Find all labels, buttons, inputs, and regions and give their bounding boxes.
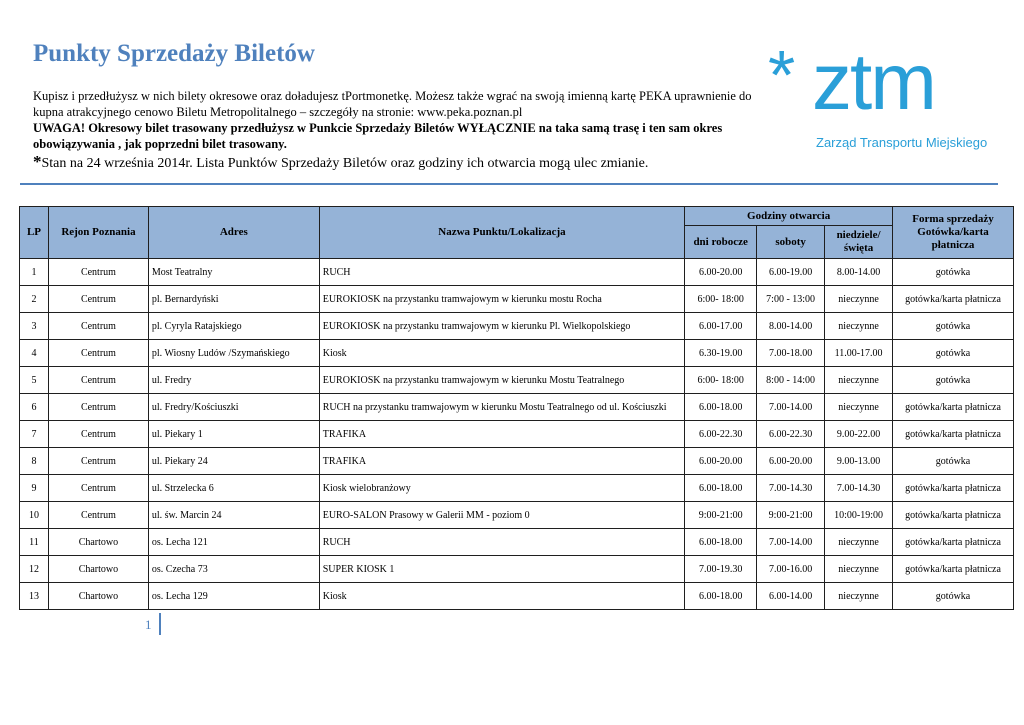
cell-niedziele: nieczynne — [825, 529, 893, 556]
cell-forma: gotówka/karta płatnicza — [893, 286, 1014, 313]
cell-niedziele: nieczynne — [825, 367, 893, 394]
header-godziny: Godziny otwarcia — [685, 207, 893, 226]
table-row — [20, 340, 1014, 367]
cell-adres: pl. Bernardyński — [148, 286, 319, 313]
cell-forma: gotówka — [893, 448, 1014, 475]
cell-nazwa: RUCH — [319, 259, 685, 286]
cell-soboty: 7.00-14.00 — [757, 529, 825, 556]
cell-rejon: Centrum — [48, 421, 148, 448]
header-divider — [20, 183, 998, 185]
cell-dni: 6.00-18.00 — [685, 475, 757, 502]
table-row — [20, 394, 1014, 421]
cell-lp: 9 — [20, 475, 49, 502]
ztm-logo — [768, 36, 998, 155]
cell-nazwa: RUCH — [319, 529, 685, 556]
cell-nazwa: Kiosk wielobranżowy — [319, 475, 685, 502]
header-nazwa: Nazwa Punktu/Lokalizacja — [319, 207, 685, 259]
cell-soboty: 6.00-14.00 — [757, 583, 825, 610]
cell-soboty: 9:00-21:00 — [757, 502, 825, 529]
cell-soboty: 6.00-22.30 — [757, 421, 825, 448]
cell-nazwa: TRAFIKA — [319, 448, 685, 475]
cell-lp: 10 — [20, 502, 49, 529]
intro-paragraph: Kupisz i przedłużysz w nich bilety okresowe oraz doładujesz tPortmonetkę. Możesz także wgrać na swoją imienną kartę PEKA uprawnienie do kupna atrakcyjnego cenowo Biletu Metropolitalnego – szczegóły na stronie: www.peka.poznan.pl — [33, 89, 752, 119]
cell-rejon: Centrum — [48, 340, 148, 367]
cell-forma: gotówka/karta płatnicza — [893, 502, 1014, 529]
cell-forma: gotówka/karta płatnicza — [893, 421, 1014, 448]
table-row — [20, 313, 1014, 340]
cell-adres: ul. Piekary 24 — [148, 448, 319, 475]
cell-rejon: Centrum — [48, 313, 148, 340]
table-row — [20, 259, 1014, 286]
header-forma: Forma sprzedaży Gotówka/karta płatnicza — [893, 207, 1014, 259]
cell-dni: 6.00-17.00 — [685, 313, 757, 340]
cell-nazwa: TRAFIKA — [319, 421, 685, 448]
table-row — [20, 475, 1014, 502]
cell-nazwa: EUROKIOSK na przystanku tramwajowym w kierunku mostu Rocha — [319, 286, 685, 313]
cell-niedziele: nieczynne — [825, 583, 893, 610]
page-number-bar — [159, 613, 161, 635]
table-row — [20, 421, 1014, 448]
header-lp: LP — [20, 207, 49, 259]
cell-adres: ul. Fredry/Kościuszki — [148, 394, 319, 421]
cell-adres: ul. Piekary 1 — [148, 421, 319, 448]
logo-asterisk: * — [768, 36, 796, 114]
intro-text — [33, 88, 763, 173]
cell-lp: 1 — [20, 259, 49, 286]
cell-niedziele: nieczynne — [825, 286, 893, 313]
cell-lp: 5 — [20, 367, 49, 394]
cell-adres: ul. Fredry — [148, 367, 319, 394]
cell-niedziele: nieczynne — [825, 556, 893, 583]
cell-rejon: Centrum — [48, 448, 148, 475]
cell-dni: 6.00-20.00 — [685, 259, 757, 286]
cell-soboty: 6.00-19.00 — [757, 259, 825, 286]
cell-lp: 7 — [20, 421, 49, 448]
cell-dni: 6.00-18.00 — [685, 529, 757, 556]
cell-soboty: 7:00 - 13:00 — [757, 286, 825, 313]
page-number: 1 — [145, 617, 152, 632]
cell-niedziele: nieczynne — [825, 394, 893, 421]
cell-dni: 6:00- 18:00 — [685, 286, 757, 313]
cell-niedziele: 8.00-14.00 — [825, 259, 893, 286]
cell-soboty: 6.00-20.00 — [757, 448, 825, 475]
cell-niedziele: nieczynne — [825, 313, 893, 340]
logo-wordmark: ztm — [812, 37, 935, 126]
status-note — [33, 153, 763, 173]
warning-text: UWAGA! Okresowy bilet trasowany przedłużysz w Punkcie Sprzedaży Biletów WYŁĄCZNIE na taka samą trasę i ten sam okres obowiązywania , jak poprzedni bilet trasowany. — [33, 121, 723, 151]
cell-dni: 7.00-19.30 — [685, 556, 757, 583]
cell-soboty: 8.00-14.00 — [757, 313, 825, 340]
header-niedziele: niedziele/ święta — [825, 226, 893, 259]
cell-nazwa: Kiosk — [319, 583, 685, 610]
cell-nazwa: EURO-SALON Prasowy w Galerii MM - poziom 0 — [319, 502, 685, 529]
cell-nazwa: SUPER KIOSK 1 — [319, 556, 685, 583]
cell-adres: pl. Wiosny Ludów /Szymańskiego — [148, 340, 319, 367]
cell-lp: 8 — [20, 448, 49, 475]
cell-soboty: 7.00-14.00 — [757, 394, 825, 421]
cell-dni: 6.30-19.00 — [685, 340, 757, 367]
header-adres: Adres — [148, 207, 319, 259]
cell-dni: 6.00-18.00 — [685, 394, 757, 421]
cell-nazwa: EUROKIOSK na przystanku tramwajowym w kierunku Mostu Teatralnego — [319, 367, 685, 394]
cell-rejon: Centrum — [48, 394, 148, 421]
cell-forma: gotówka — [893, 259, 1014, 286]
table-row — [20, 502, 1014, 529]
cell-dni: 9:00-21:00 — [685, 502, 757, 529]
page-title: Punkty Sprzedaży Biletów — [33, 40, 315, 67]
cell-forma: gotówka — [893, 583, 1014, 610]
cell-rejon: Chartowo — [48, 583, 148, 610]
cell-forma: gotówka — [893, 340, 1014, 367]
table-row — [20, 448, 1014, 475]
cell-adres: os. Czecha 73 — [148, 556, 319, 583]
cell-adres: os. Lecha 121 — [148, 529, 319, 556]
logo-subtitle: Zarząd Transportu Miejskiego — [816, 135, 988, 150]
note-asterisk: * — [33, 152, 42, 171]
cell-niedziele: 7.00-14.30 — [825, 475, 893, 502]
cell-adres: pl. Cyryla Ratajskiego — [148, 313, 319, 340]
cell-rejon: Chartowo — [48, 529, 148, 556]
cell-rejon: Chartowo — [48, 556, 148, 583]
table-row — [20, 367, 1014, 394]
cell-forma: gotówka/karta płatnicza — [893, 529, 1014, 556]
table-row — [20, 556, 1014, 583]
cell-rejon: Centrum — [48, 502, 148, 529]
header-soboty: soboty — [757, 226, 825, 259]
cell-forma: gotówka/karta płatnicza — [893, 556, 1014, 583]
header-rejon: Rejon Poznania — [48, 207, 148, 259]
cell-niedziele: 9.00-13.00 — [825, 448, 893, 475]
cell-dni: 6.00-20.00 — [685, 448, 757, 475]
cell-adres: Most Teatralny — [148, 259, 319, 286]
cell-niedziele: 9.00-22.00 — [825, 421, 893, 448]
cell-forma: gotówka — [893, 313, 1014, 340]
sales-points-table — [19, 206, 1014, 610]
cell-lp: 13 — [20, 583, 49, 610]
header-dni: dni robocze — [685, 226, 757, 259]
cell-niedziele: 11.00-17.00 — [825, 340, 893, 367]
cell-adres: ul. św. Marcin 24 — [148, 502, 319, 529]
cell-forma: gotówka/karta płatnicza — [893, 475, 1014, 502]
cell-lp: 4 — [20, 340, 49, 367]
cell-dni: 6.00-18.00 — [685, 583, 757, 610]
cell-forma: gotówka/karta płatnicza — [893, 394, 1014, 421]
cell-lp: 12 — [20, 556, 49, 583]
cell-rejon: Centrum — [48, 367, 148, 394]
cell-lp: 11 — [20, 529, 49, 556]
cell-rejon: Centrum — [48, 286, 148, 313]
cell-lp: 3 — [20, 313, 49, 340]
cell-soboty: 7.00-14.30 — [757, 475, 825, 502]
cell-adres: os. Lecha 129 — [148, 583, 319, 610]
note-text: Stan na 24 września 2014r. Lista Punktów Sprzedaży Biletów oraz godziny ich otwarcia mogą ulec zmianie. — [41, 156, 649, 171]
cell-forma: gotówka — [893, 367, 1014, 394]
cell-soboty: 7.00-16.00 — [757, 556, 825, 583]
cell-niedziele: 10:00-19:00 — [825, 502, 893, 529]
cell-dni: 6:00- 18:00 — [685, 367, 757, 394]
cell-dni: 6.00-22.30 — [685, 421, 757, 448]
cell-rejon: Centrum — [48, 259, 148, 286]
cell-nazwa: RUCH na przystanku tramwajowym w kierunku Mostu Teatralnego od ul. Kościuszki — [319, 394, 685, 421]
cell-lp: 2 — [20, 286, 49, 313]
table-row — [20, 529, 1014, 556]
cell-soboty: 7.00-18.00 — [757, 340, 825, 367]
cell-adres: ul. Strzelecka 6 — [148, 475, 319, 502]
cell-nazwa: Kiosk — [319, 340, 685, 367]
cell-soboty: 8:00 - 14:00 — [757, 367, 825, 394]
table-row — [20, 583, 1014, 610]
cell-nazwa: EUROKIOSK na przystanku tramwajowym w kierunku Pl. Wielkopolskiego — [319, 313, 685, 340]
cell-lp: 6 — [20, 394, 49, 421]
table-row — [20, 286, 1014, 313]
cell-rejon: Centrum — [48, 475, 148, 502]
